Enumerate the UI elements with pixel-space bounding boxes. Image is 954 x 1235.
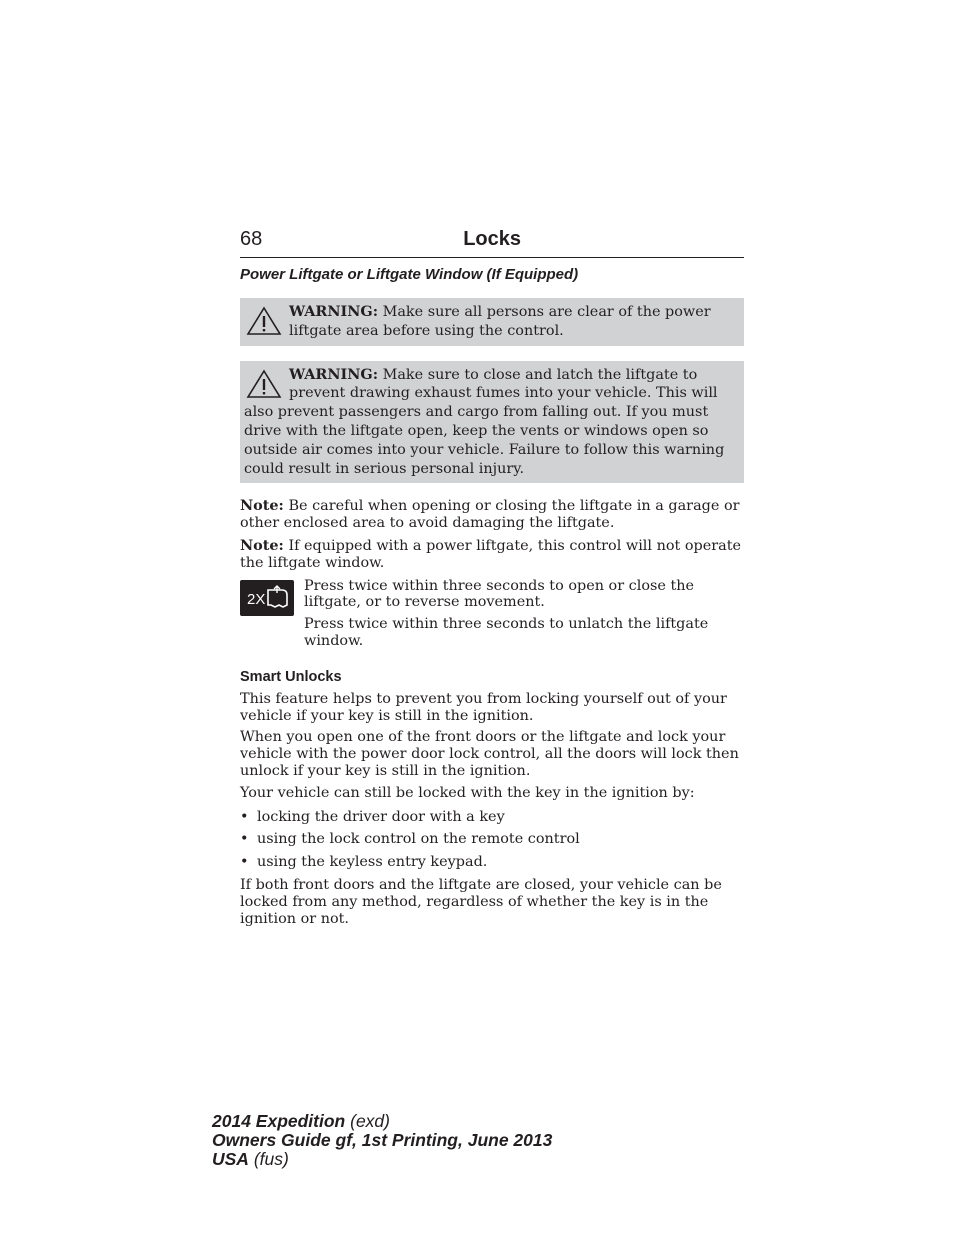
bullet-icon: • xyxy=(240,831,249,848)
list-item-text: using the lock control on the remote control xyxy=(257,831,580,848)
note-text: Be careful when opening or closing the liftgate in a garage or other enclosed area to avoid damaging the liftgate. xyxy=(240,498,740,532)
page-number: 68 xyxy=(240,228,263,250)
list-item xyxy=(240,809,744,826)
bullet-icon: • xyxy=(240,854,249,871)
page-header xyxy=(240,228,744,258)
subsection-title: Smart Unlocks xyxy=(240,668,342,685)
warning-box-1 xyxy=(240,298,744,346)
note-label: Note: xyxy=(240,497,284,515)
note-2 xyxy=(240,538,744,572)
list-item-text: using the keyless entry keypad. xyxy=(257,854,488,871)
bullet-list xyxy=(240,809,744,871)
warning-triangle-icon xyxy=(246,369,282,399)
footer-line-3 xyxy=(212,1150,552,1169)
closing-paragraph: If both front doors and the liftgate are closed, your vehicle can be locked from any method, regardless of whether the key is in the ignition or not. xyxy=(240,876,722,927)
footer-model-code: (exd) xyxy=(350,1111,390,1131)
note-1 xyxy=(240,498,744,532)
footer-market: USA xyxy=(212,1149,249,1169)
list-item-text: locking the driver door with a key xyxy=(257,808,505,825)
icon-label: 2X xyxy=(247,590,266,608)
footer-printing: Owners Guide gf, 1st Printing, June 2013 xyxy=(212,1130,553,1150)
page-content xyxy=(240,228,744,932)
footer-line-1 xyxy=(212,1112,552,1131)
paragraph: When you open one of the front doors or the liftgate and lock your vehicle with the power door lock control, all the doors will lock then unlock if your key is still in the ignition. xyxy=(240,729,739,779)
warning-label: WARNING: xyxy=(289,365,379,383)
footer-line-2 xyxy=(212,1131,552,1150)
key-instructions xyxy=(304,578,744,655)
list-item xyxy=(240,831,744,848)
note-label: Note: xyxy=(240,536,284,554)
footer-model: 2014 Expedition xyxy=(212,1111,346,1131)
instruction-open-close: Press twice within three seconds to open or close the liftgate, or to reverse movement. xyxy=(304,577,695,611)
footer-market-code: (fus) xyxy=(253,1149,289,1169)
paragraph: Your vehicle can still be locked with the key in the ignition by: xyxy=(240,784,695,801)
list-item xyxy=(240,854,744,871)
bullet-icon: • xyxy=(240,808,249,825)
warning-box-2 xyxy=(240,361,744,484)
section-title: Power Liftgate or Liftgate Window (If Equipped) xyxy=(240,266,579,283)
paragraph: This feature helps to prevent you from locking yourself out of your vehicle if your key is still in the ignition. xyxy=(240,690,727,724)
warning-label: WARNING: xyxy=(289,303,379,320)
warning-text: Make sure all persons are clear of the power liftgate area before using the control. xyxy=(289,304,711,339)
note-text: If equipped with a power liftgate, this control will not operate the liftgate window. xyxy=(240,537,742,571)
page-footer xyxy=(212,1112,552,1169)
warning-triangle-icon xyxy=(246,306,282,336)
liftgate-symbol-icon xyxy=(243,583,291,613)
chapter-title: Locks xyxy=(463,228,521,250)
warning-text: Make sure to close and latch the liftgate to prevent drawing exhaust fumes into your vehicle. This will also prevent passengers and cargo from falling out. If you must drive with the liftgate open, keep the vents or windows open so outside air comes into your vehicle. Failure to follow this warning could result in serious personal injury. xyxy=(244,366,725,477)
liftgate-2x-icon xyxy=(240,580,294,616)
key-instruction-row xyxy=(240,578,744,655)
instruction-unlatch-window: Press twice within three seconds to unlatch the liftgate window. xyxy=(304,616,709,649)
